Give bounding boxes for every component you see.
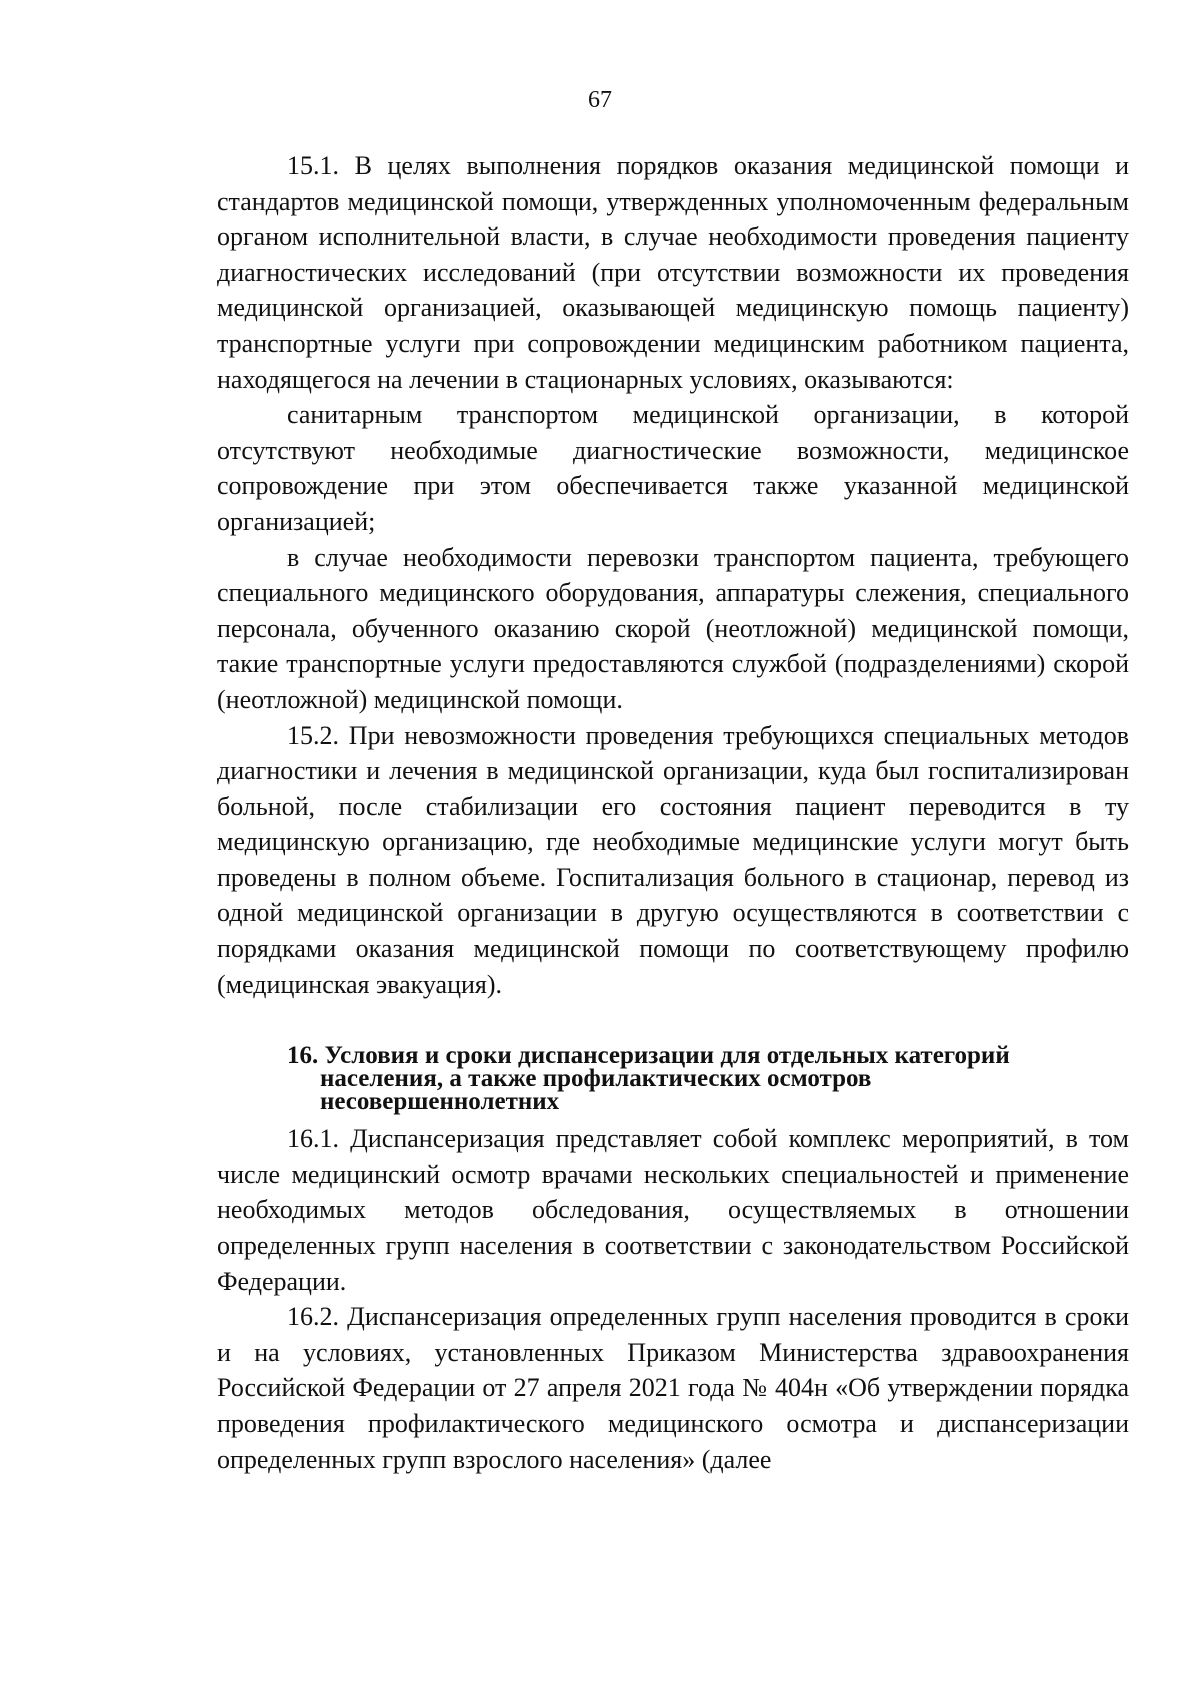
section-heading-line: населения, а также профилактических осмотров: [320, 1065, 872, 1093]
section-heading-line: 16. Условия и сроки диспансеризации для отдельных категорий: [287, 1042, 1010, 1070]
paragraph-16-2: 16.2. Диспансеризация определенных групп населения проводится в сроки и на условиях, установленных Приказом Министерства здравоохранения Российской Федерации от 27 апреля 2021 года № 404н «Об утверждении порядка проведения профилактического медицинского осмотра и диспансеризации определенных групп взрослого населения» (далее: [217, 1302, 1129, 1474]
paragraph-sanitary-transport: санитарным транспортом медицинской организации, в которой отсутствуют необходимые диагностические возможности, медицинское сопровождение при этом обеспечивается также указанной медицинской организацией;: [217, 400, 1129, 536]
section-heading-line: несовершеннолетних: [320, 1088, 560, 1116]
document-body: [217, 148, 1129, 1477]
page-number: 67: [588, 87, 612, 113]
paragraph-16-1: 16.1. Диспансеризация представляет собой комплекс мероприятий, в том числе медицинский осмотр врачами нескольких специальностей и применение необходимых методов обследования, осуществляемых в отношении определенных групп населения в соответствии с законодательством Российской Федерации.: [217, 1124, 1129, 1296]
paragraph-15-2: 15.2. При невозможности проведения требующихся специальных методов диагностики и лечения в медицинской организации, куда был госпитализирован больной, после стабилизации его состояния пациент переводится в ту медицинскую организацию, где необходимые медицинские услуги могут быть проведены в полном объеме. Госпитализация больного в стационар, перевод из одной медицинской организации в другую осуществляются в соответствии с порядками оказания медицинской помощи по соответствующему профилю (медицинская эвакуация).: [217, 720, 1129, 999]
paragraph-15-1: 15.1. В целях выполнения порядков оказания медицинской помощи и стандартов медицинской помощи, утвержденных уполномоченным федеральным органом исполнительной власти, в случае необходимости проведения пациенту диагностических исследований (при отсутствии возможности их проведения медицинской организацией, оказывающей медицинскую помощь пациенту) транспортные услуги при сопровождении медицинским работником пациента, находящегося на лечении в стационарных условиях, оказываются:: [217, 151, 1129, 394]
paragraph-special-transport: в случае необходимости перевозки транспортом пациента, требующего специального медицинского оборудования, аппаратуры слежения, специального персонала, обученного оказанию скорой (неотложной) медицинской помощи, такие транспортные услуги предоставляются службой (подразделениями) скорой (неотложной) медицинской помощи.: [217, 542, 1129, 714]
section-heading-16: [217, 1042, 1129, 1116]
